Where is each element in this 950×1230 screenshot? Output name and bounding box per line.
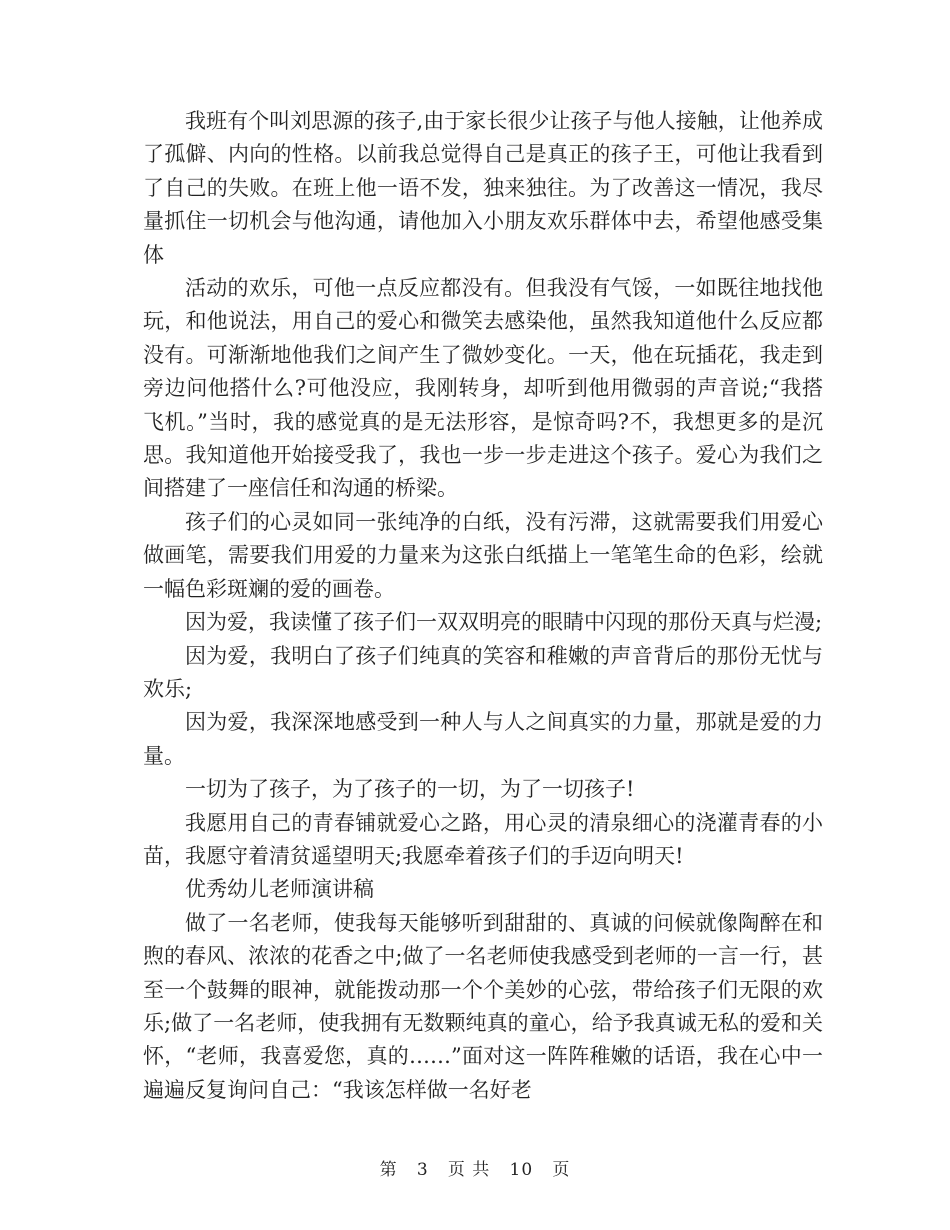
paragraph-9: 做了一名老师，使我每天能够听到甜甜的、真诚的问候就像陶醉在和煦的春风、浓浓的花香之中;做了一名老师使我感受到老师的一言一行，甚至一个鼓舞的眼神，就能拨动那一个个美妙的心弦，带给孩子们无限的欢乐;做了一名老师，使我拥有无数颗纯真的童心，给予我真诚无私的爱和关怀，“老师，我喜爱您，真的……”面对这一阵阵稚嫩的话语，我在心中一遍遍反复询问自己：“我该怎样做一名好老 [143,910,823,1102]
paragraph-6: 因为爱，我深深地感受到一种人与人之间真实的力量，那就是爱的力量。 [143,710,823,768]
paragraph-2: 活动的欢乐，可他一点反应都没有。但我没有气馁，一如既往地找他玩，和他说法，用自己的爱心和微笑去感染他，虽然我知道他什么反应都没有。可渐渐地他我们之间产生了微妙变化。一天，他在玩插花，我走到旁边问他搭什么?可他没应，我刚转身，却听到他用微弱的声音说;“我搭飞机。”当时，我的感觉真的是无法形容，是惊奇吗?不，我想更多的是沉思。我知道他开始接受我了，我也一步一步走进这个孩子。爱心为我们之间搭建了一座信任和沟通的桥梁。 [143,276,823,501]
footer-suffix: 页 [552,1160,571,1180]
footer-current-page: 3 [416,1160,429,1180]
section-heading: 优秀幼儿老师演讲稿 [185,877,374,902]
paragraph-7: 一切为了孩子，为了孩子的一切，为了一切孩子! [185,777,635,802]
footer-middle: 页 共 [447,1160,491,1180]
footer-total-pages: 10 [509,1160,534,1180]
page-footer [0,1155,950,1180]
footer-prefix: 第 [379,1160,398,1180]
paragraph-5: 因为爱，我明白了孩子们纯真的笑容和稚嫩的声音背后的那份无忧与欢乐; [143,643,823,701]
paragraph-8: 我愿用自己的青春铺就爱心之路，用心灵的清泉细心的浇灌青春的小苗，我愿守着清贫遥望明天;我愿牵着孩子们的手迈向明天! [143,810,823,868]
paragraph-1: 我班有个叫刘思源的孩子,由于家长很少让孩子与他人接触，让他养成了孤僻、内向的性格。以前我总觉得自己是真正的孩子王，可他让我看到了自己的失败。在班上他一语不发，独来独往。为了改善这一情况，我尽量抓住一切机会与他沟通，请他加入小朋友欢乐群体中去，希望他感受集体 [143,109,823,267]
paragraph-3: 孩子们的心灵如同一张纯净的白纸，没有污滞，这就需要我们用爱心做画笔，需要我们用爱的力量来为这张白纸描上一笔笔生命的色彩，绘就一幅色彩斑斓的爱的画卷。 [143,509,823,601]
paragraph-4: 因为爱，我读懂了孩子们一双双明亮的眼睛中闪现的那份天真与烂漫; [185,610,823,635]
document-body [143,105,823,1107]
